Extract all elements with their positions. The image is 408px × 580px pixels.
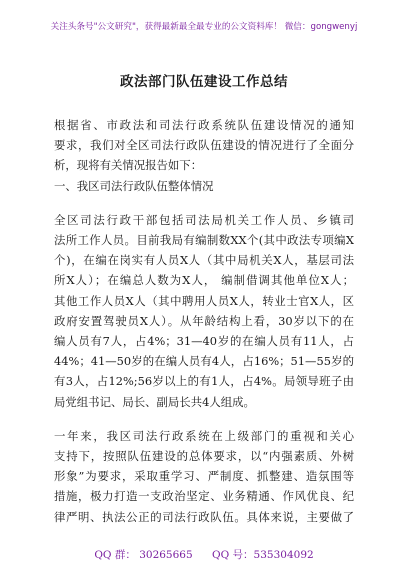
text-line: 形象”为要求，采取重学习、严制度、抓整建、造氛围等 xyxy=(54,469,354,484)
text-line: 根据省、市政法和司法行政系统队伍建设情况的通知 xyxy=(54,118,354,132)
text-line: 其他工作人员X人（其中聘用人员X人，转业士官X人，区 xyxy=(54,293,354,308)
document-title: 政法部门队伍建设工作总结 xyxy=(120,74,288,90)
qq-number: QQ 号：535304092 xyxy=(212,549,314,561)
text-line: 全区司法行政干部包括司法局机关工作人员、乡镇司 xyxy=(54,212,354,227)
text-line: 要求，我们对全区司法行政队伍建设的情况进行了全面分 xyxy=(54,138,354,153)
text-line: 44%；41—50岁的在编人员有4人，占16%；51—55岁的 xyxy=(54,354,354,369)
paragraph-measures xyxy=(54,426,354,527)
text-line: 律严明、执法公正的司法行政队伍。具体来说，主要做了 xyxy=(54,509,354,524)
text-line: 有3人，占12%;56岁以上的有1人，占4%。局领导班子由 xyxy=(54,374,354,389)
text-line: 支持下，按照队伍建设的总体要求，以“内强素质、外树 xyxy=(54,449,354,464)
paragraph-overview xyxy=(54,210,354,412)
qq-group-number: QQ 群： 30265665 xyxy=(94,549,193,561)
header-note: 关注头条号"公文研究"，获得最新最全最专业的公文资料库！ 微信：gongwenyj xyxy=(50,22,358,32)
text-line: 析，现将有关情况报告如下： xyxy=(54,158,203,173)
text-line: 所X人）；在编总人数为X人， 编制借调其他单位X人； xyxy=(54,273,354,288)
text-line: 政府安置驾驶员X人）。从年龄结构上看，30岁以下的在 xyxy=(54,313,354,328)
text-line: 局党组书记、局长、副局长共4人组成。 xyxy=(54,394,255,409)
text-line: 一、我区司法行政队伍整体情况 xyxy=(54,178,214,193)
text-line: 法所工作人员。目前我局有编制数XX个(其中政法专项编X xyxy=(54,233,354,248)
section-heading xyxy=(54,176,354,196)
text-line: 编人员有7人，占4%；31—40岁的在编人员有11人，占 xyxy=(54,334,354,349)
text-line: 措施，极力打造一支政治坚定、业务精通、作风优良、纪 xyxy=(54,489,354,504)
footer-contact xyxy=(0,547,408,562)
paragraph-intro xyxy=(54,115,354,176)
text-line: 个)，在编在岗实有人员X人（其中局机关X人，基层司法 xyxy=(54,253,354,268)
paragraph-spacer xyxy=(54,412,354,426)
paragraph-spacer xyxy=(54,196,354,210)
text-line: 一年来，我区司法行政系统在上级部门的重视和关心 xyxy=(54,428,354,443)
document-body xyxy=(54,115,354,527)
